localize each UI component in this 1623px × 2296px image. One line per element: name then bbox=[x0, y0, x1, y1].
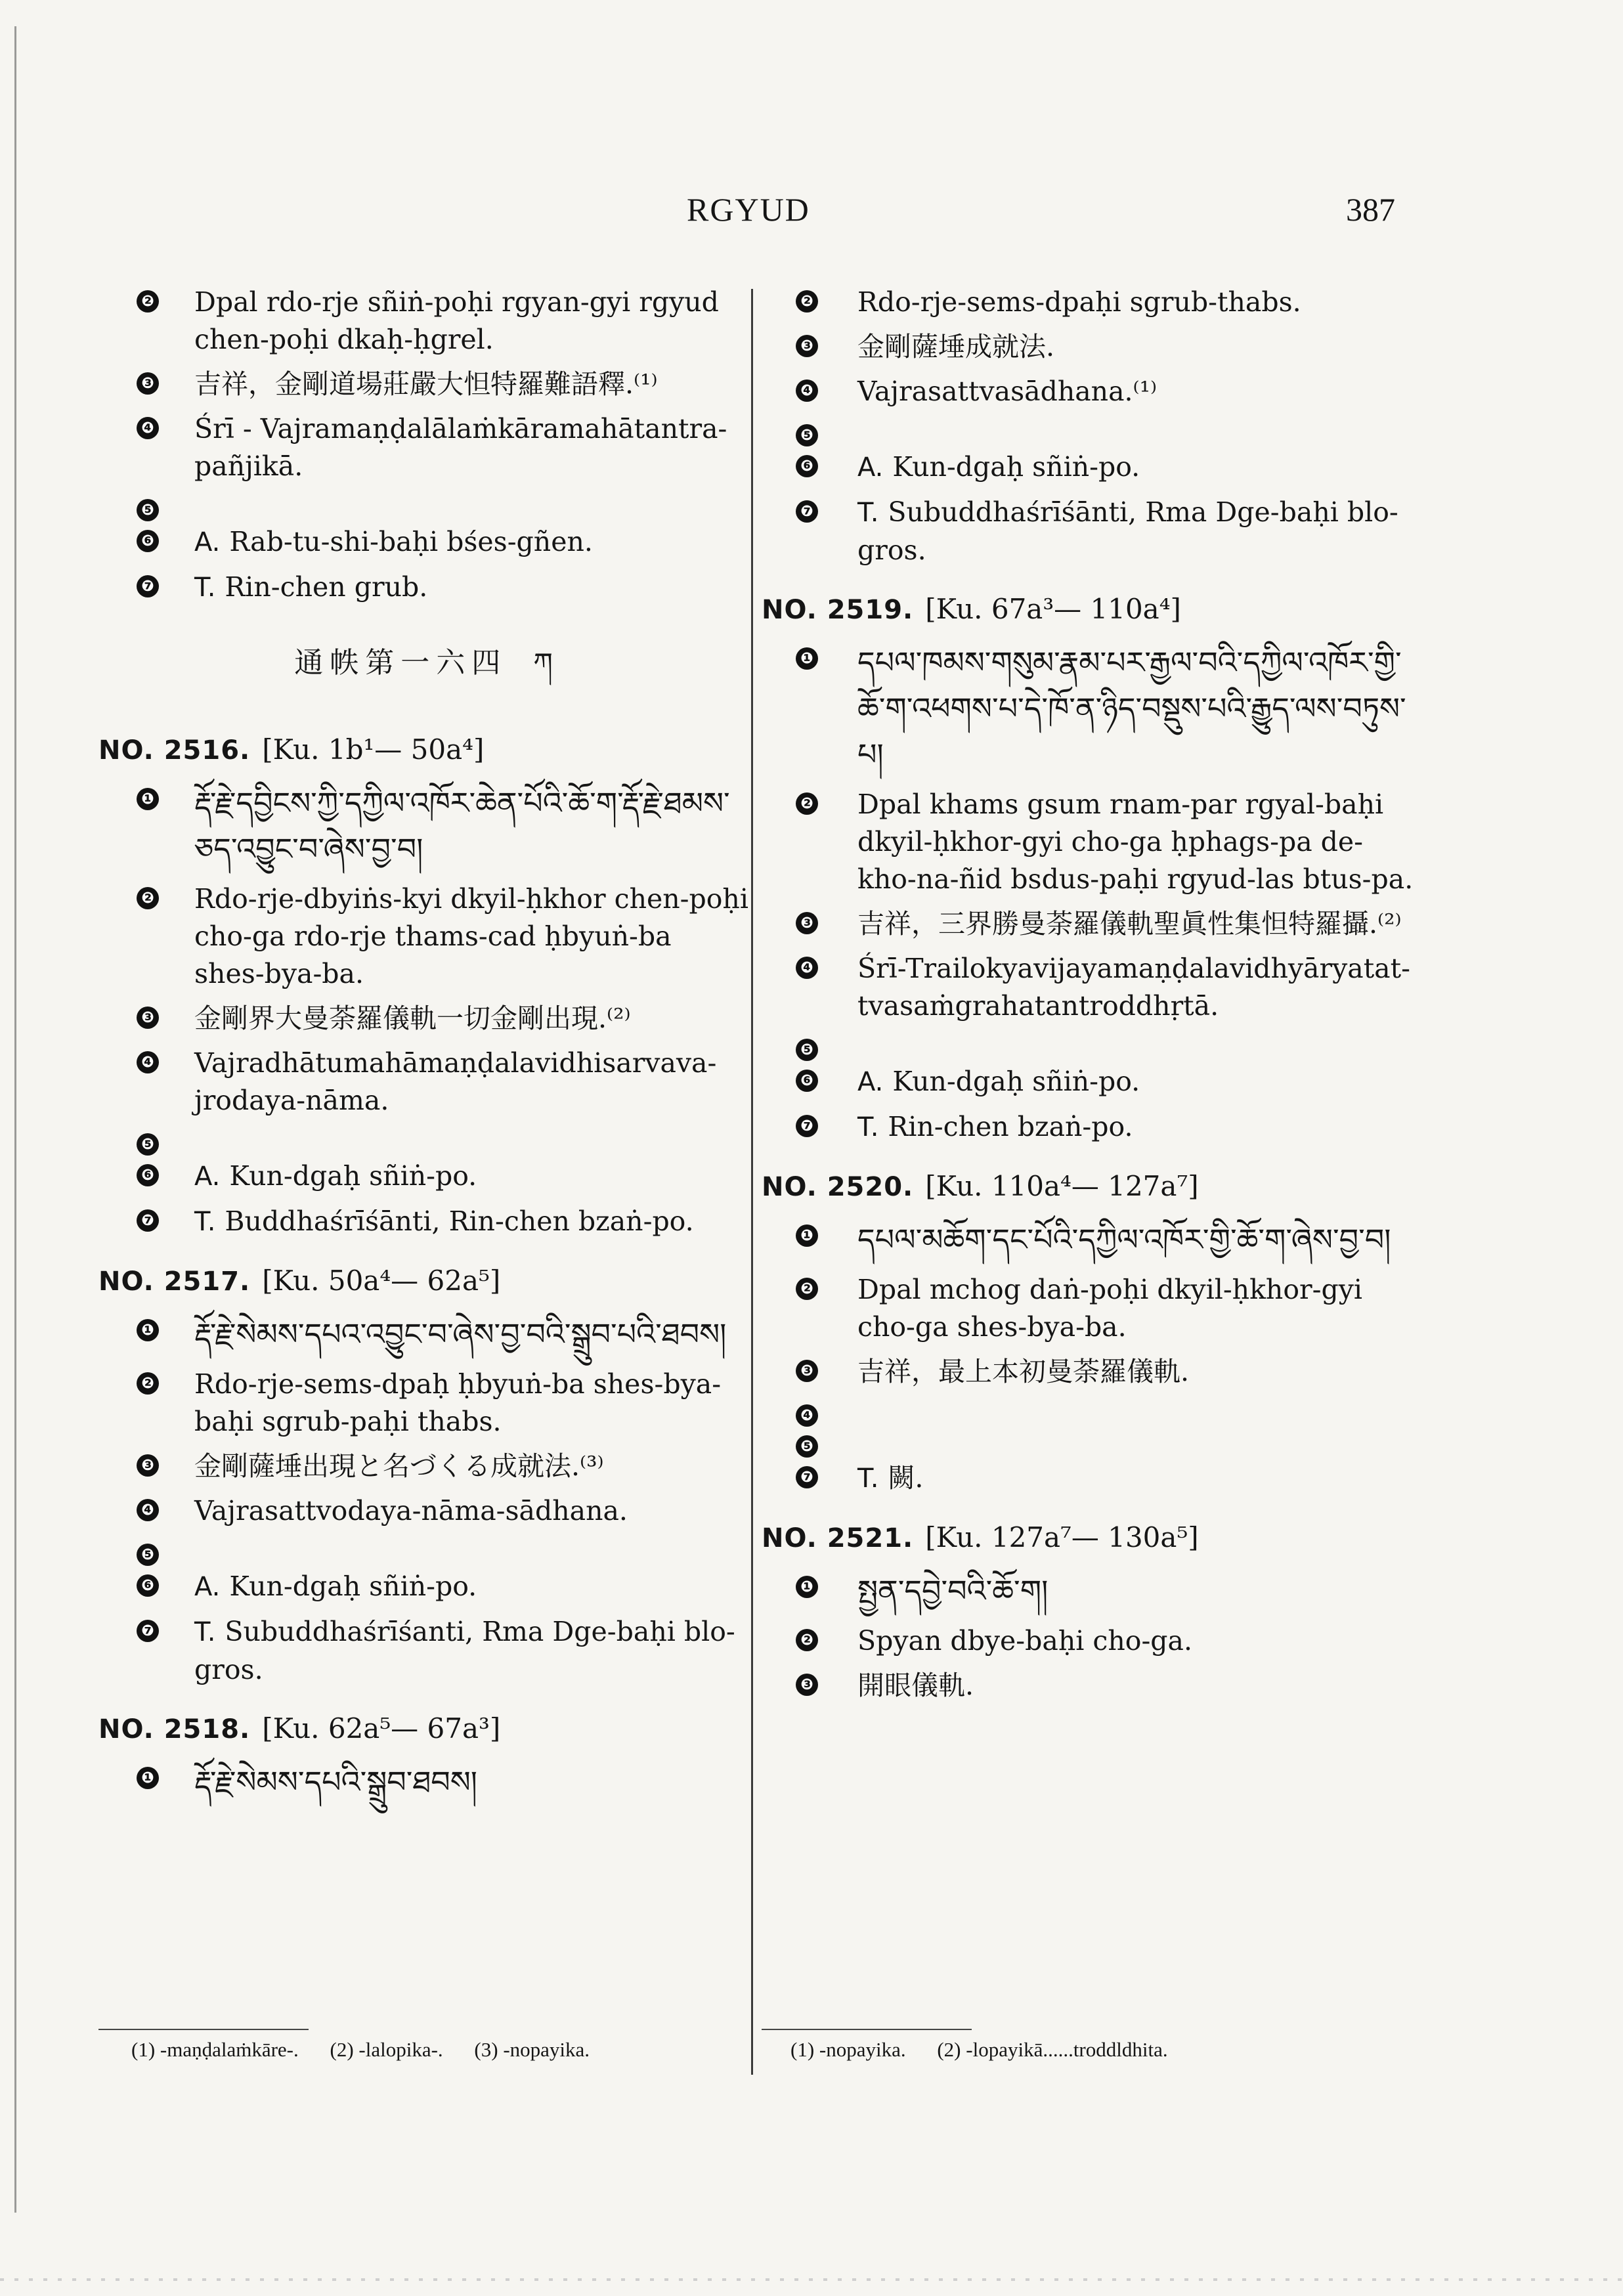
field-3 bbox=[762, 905, 1418, 943]
field-5 bbox=[762, 1429, 1418, 1455]
author-name: Kun-dgaḥ sñiṅ-po. bbox=[229, 1160, 477, 1192]
translator-name: 闕. bbox=[888, 1462, 924, 1494]
marker-6-icon: ❻ bbox=[137, 530, 159, 552]
chinese-title: 金剛界大曼荼羅儀軌一切金剛出現.⁽²⁾ bbox=[194, 1003, 631, 1034]
marker-7-icon: ❼ bbox=[137, 1620, 159, 1642]
tibetan-transliteration: Dpal rdo-rje sñiṅ-poḥi rgyan-gyi rgyud chen-poḥi dkaḥ-ḥgrel. bbox=[194, 286, 719, 355]
marker-6-icon: ❻ bbox=[137, 1574, 159, 1597]
marker-2-icon: ❷ bbox=[137, 887, 159, 909]
entry-2521 bbox=[762, 1517, 1418, 1704]
field-1 bbox=[762, 1569, 1418, 1615]
marker-1-icon: ❶ bbox=[796, 647, 818, 670]
entry-number: NO. 2520. bbox=[762, 1172, 914, 1202]
author-name: Kun-dgaḥ sñiṅ-po. bbox=[229, 1570, 477, 1602]
marker-5-icon: ❺ bbox=[796, 1435, 818, 1458]
entry-2518 bbox=[98, 1708, 748, 1806]
marker-3-icon: ❸ bbox=[796, 1674, 818, 1696]
marker-6-icon: ❻ bbox=[796, 455, 818, 477]
field-6 bbox=[98, 1158, 748, 1196]
tibetan-transliteration: Spyan dbye-baḥi cho-ga. bbox=[857, 1625, 1193, 1657]
scan-edge-noise bbox=[0, 2278, 1623, 2281]
author-name: Kun-dgaḥ sñiṅ-po. bbox=[892, 451, 1140, 483]
marker-2-icon: ❷ bbox=[796, 792, 818, 815]
tibetan-transliteration: Rdo-rje-sems-dpaḥi sgrub-thabs. bbox=[857, 286, 1301, 318]
entry-2520 bbox=[762, 1166, 1418, 1498]
field-3 bbox=[98, 1448, 748, 1485]
marker-1-icon: ❶ bbox=[137, 788, 159, 810]
translator-label: T. bbox=[857, 498, 879, 528]
field-2 bbox=[98, 1366, 748, 1440]
field-6 bbox=[762, 1063, 1418, 1101]
field-6 bbox=[98, 1568, 748, 1606]
marker-1-icon: ❶ bbox=[796, 1576, 818, 1598]
marker-7-icon: ❼ bbox=[137, 575, 159, 597]
entry-number: NO. 2521. bbox=[762, 1523, 914, 1553]
author-name: Rab-tu-shi-baḥi bśes-gñen. bbox=[229, 526, 593, 557]
volume-heading bbox=[98, 632, 748, 710]
field-6 bbox=[762, 448, 1418, 487]
marker-2-icon: ❷ bbox=[137, 290, 159, 313]
marker-2-icon: ❷ bbox=[796, 1629, 818, 1651]
entry-header bbox=[762, 1166, 1418, 1207]
marker-7-icon: ❼ bbox=[137, 1209, 159, 1232]
entry-reference: [Ku. 127a⁷— 130a⁵] bbox=[925, 1521, 1199, 1553]
field-1 bbox=[98, 1312, 748, 1358]
translator-label: T. bbox=[194, 573, 216, 603]
field-7 bbox=[762, 1460, 1418, 1498]
translator-label: T. bbox=[194, 1207, 216, 1237]
chinese-title: 金剛薩埵出現と名づくる成就法.⁽³⁾ bbox=[194, 1450, 604, 1482]
field-3 bbox=[762, 328, 1418, 366]
field-2 bbox=[762, 284, 1418, 321]
footnotes-left bbox=[131, 2038, 616, 2062]
marker-4-icon: ❹ bbox=[796, 379, 818, 402]
marker-6-icon: ❻ bbox=[137, 1164, 159, 1186]
entry-2519 bbox=[762, 589, 1418, 1146]
right-column bbox=[762, 284, 1418, 1712]
translator-name: Rin-chen grub. bbox=[225, 571, 428, 603]
tibetan-transliteration: Rdo-rje-dbyiṅs-kyi dkyil-ḥkhor chen-poḥi cho-ga rdo-rje thams-cad ḥbyuṅ-ba shes-bya-ba. bbox=[194, 883, 748, 989]
translator-name: Rin-chen bzaṅ-po. bbox=[888, 1111, 1133, 1142]
marker-2-icon: ❷ bbox=[796, 1278, 818, 1300]
column-divider bbox=[751, 289, 753, 2075]
author-label: A. bbox=[194, 527, 221, 557]
marker-2-icon: ❷ bbox=[796, 290, 818, 313]
marker-3-icon: ❸ bbox=[796, 335, 818, 357]
entry-reference: [Ku. 62a⁵— 67a³] bbox=[262, 1712, 501, 1744]
marker-5-icon: ❺ bbox=[137, 1133, 159, 1156]
marker-5-icon: ❺ bbox=[796, 424, 818, 446]
field-2 bbox=[762, 1622, 1418, 1660]
field-2 bbox=[98, 284, 748, 358]
tibetan-transliteration: Rdo-rje-sems-dpaḥ ḥbyuṅ-ba shes-bya-baḥi sgrub-paḥi thabs. bbox=[194, 1368, 722, 1437]
sanskrit-title: Vajradhātumahāmaṇḍalavidhisarvava-jrodaya-nāma. bbox=[194, 1047, 717, 1116]
page-number: 387 bbox=[1346, 191, 1395, 228]
entry-header bbox=[762, 589, 1418, 630]
field-7 bbox=[762, 494, 1418, 569]
translator-name: Buddhaśrīśānti, Rin-chen bzaṅ-po. bbox=[225, 1205, 694, 1237]
translator-name: Subuddhaśrīśanti, Rma Dge-baḥi blo-gros. bbox=[194, 1616, 735, 1685]
entry-number: NO. 2519. bbox=[762, 595, 914, 625]
tibetan-transliteration: Dpal mchog daṅ-poḥi dkyil-ḥkhor-gyi cho-ga shes-bya-ba. bbox=[857, 1274, 1362, 1343]
marker-4-icon: ❹ bbox=[796, 957, 818, 979]
entry-reference: [Ku. 67a³— 110a⁴] bbox=[925, 593, 1181, 625]
marker-6-icon: ❻ bbox=[796, 1070, 818, 1092]
tibetan-title: དཔལ་མཆོག་དང་པོའི་དཀྱིལ་འཁོར་གྱི་ཆོ་ག་ཞེས་བྱ་བ། bbox=[857, 1222, 1391, 1257]
footnote: (2) -lopayikā......troddldhita. bbox=[937, 2038, 1168, 2061]
marker-5-icon: ❺ bbox=[137, 499, 159, 521]
chinese-title: 吉祥，三界勝曼荼羅儀軌聖眞性集怛特羅攝.⁽²⁾ bbox=[857, 908, 1402, 940]
field-3 bbox=[98, 366, 748, 403]
author-label: A. bbox=[194, 1572, 221, 1602]
field-7 bbox=[762, 1108, 1418, 1146]
footnote: (1) -nopayika. bbox=[790, 2038, 906, 2061]
field-4 bbox=[762, 1398, 1418, 1424]
field-5 bbox=[98, 492, 748, 519]
footnote: (1) -maṇḍalaṁkāre-. bbox=[131, 2038, 299, 2061]
marker-5-icon: ❺ bbox=[137, 1544, 159, 1566]
entry-reference: [Ku. 50a⁴— 62a⁵] bbox=[262, 1265, 501, 1297]
field-7 bbox=[98, 569, 748, 607]
marker-1-icon: ❶ bbox=[796, 1224, 818, 1247]
chinese-title: 開眼儀軌. bbox=[857, 1670, 974, 1701]
field-7 bbox=[98, 1613, 748, 1689]
field-4 bbox=[762, 373, 1418, 410]
marker-4-icon: ❹ bbox=[137, 1051, 159, 1073]
field-3 bbox=[762, 1667, 1418, 1704]
entry-header bbox=[762, 1517, 1418, 1559]
field-4 bbox=[762, 950, 1418, 1025]
field-5 bbox=[98, 1537, 748, 1561]
field-2 bbox=[762, 786, 1418, 898]
marker-7-icon: ❼ bbox=[796, 1115, 818, 1137]
author-label: A. bbox=[857, 1067, 884, 1097]
field-1 bbox=[762, 641, 1418, 779]
chinese-title: 吉祥，金剛道場莊嚴大怛特羅難語釋.⁽¹⁾ bbox=[194, 368, 658, 400]
marker-3-icon: ❸ bbox=[137, 1454, 159, 1477]
marker-3-icon: ❸ bbox=[137, 372, 159, 395]
footnote-rule-right bbox=[762, 2029, 972, 2030]
author-label: A. bbox=[194, 1161, 221, 1192]
entry-2517 bbox=[98, 1261, 748, 1689]
footnote-rule-left bbox=[98, 2029, 309, 2030]
page-header bbox=[0, 190, 1623, 236]
entry-continued-right bbox=[762, 284, 1418, 569]
entry-number: NO. 2517. bbox=[98, 1267, 251, 1297]
marker-5-icon: ❺ bbox=[796, 1039, 818, 1061]
sanskrit-title: Śrī - Vajramaṇḍalālaṁkāramahātantra-pañjikā. bbox=[194, 413, 727, 482]
marker-1-icon: ❶ bbox=[137, 1767, 159, 1789]
sanskrit-title: Vajrasattvodaya-nāma-sādhana. bbox=[194, 1495, 628, 1527]
field-2 bbox=[98, 880, 748, 993]
entry-number: NO. 2518. bbox=[98, 1714, 251, 1744]
marker-4-icon: ❹ bbox=[137, 417, 159, 439]
translator-label: T. bbox=[857, 1112, 879, 1142]
tibetan-title: རྡོ་རྗེ་སེམས་དཔའ་འབྱུང་བ་ཞེས་བྱ་བའི་སྒྲུབ་པའི་ཐབས། bbox=[194, 1316, 727, 1352]
tibetan-title: རྡོ་རྗེ་སེམས་དཔའི་སྒྲུབ་ཐབས། bbox=[194, 1764, 477, 1800]
field-1 bbox=[762, 1218, 1418, 1264]
field-4 bbox=[98, 1045, 748, 1119]
marker-3-icon: ❸ bbox=[796, 1360, 818, 1382]
field-4 bbox=[98, 410, 748, 485]
marker-4-icon: ❹ bbox=[137, 1499, 159, 1521]
tibetan-title: དཔལ་ཁམས་གསུམ་རྣམ་པར་རྒྱལ་བའི་དཀྱིལ་འཁོར་གྱི་ཆོ་ག་འཕགས་པ་དེ་ཁོ་ན་ཉིད་བསྡུས་པའི་རྒྱུད་ལས་བཏུས་པ། bbox=[857, 645, 1406, 772]
field-2 bbox=[762, 1271, 1418, 1346]
translator-label: T. bbox=[194, 1617, 216, 1647]
field-4 bbox=[98, 1492, 748, 1530]
author-label: A. bbox=[857, 452, 884, 483]
field-3 bbox=[98, 1000, 748, 1037]
translator-label: T. bbox=[857, 1463, 879, 1494]
marker-3-icon: ❸ bbox=[796, 912, 818, 934]
entry-2516 bbox=[98, 729, 748, 1241]
tibetan-transliteration: Dpal khams gsum rnam-par rgyal-baḥi dkyil-ḥkhor-gyi cho-ga ḥphags-pa de-kho-na-ñid bsdus-paḥi rgyud-las btus-pa. bbox=[857, 789, 1414, 895]
sanskrit-title: Śrī-Trailokyavijayamaṇḍalavidhyāryatat-tvasaṁgrahatantroddhṛtā. bbox=[857, 953, 1410, 1022]
running-title: RGYUD bbox=[687, 191, 810, 228]
chinese-title: 吉祥，最上本初曼荼羅儀軌. bbox=[857, 1356, 1190, 1387]
footnote: (2) -lalopika-. bbox=[330, 2038, 443, 2061]
field-1 bbox=[98, 781, 748, 873]
volume-heading-tibetan: ཀ bbox=[533, 647, 553, 679]
field-3 bbox=[762, 1353, 1418, 1391]
marker-3-icon: ❸ bbox=[137, 1007, 159, 1029]
field-7 bbox=[98, 1203, 748, 1241]
entry-continued-left bbox=[98, 284, 748, 607]
field-6 bbox=[98, 523, 748, 561]
field-1 bbox=[98, 1760, 748, 1806]
footnote: (3) -nopayika. bbox=[474, 2038, 590, 2061]
marker-7-icon: ❼ bbox=[796, 1466, 818, 1488]
volume-heading-text: 通帙第一六四 bbox=[294, 646, 508, 680]
entry-header bbox=[98, 729, 748, 771]
marker-1-icon: ❶ bbox=[137, 1319, 159, 1341]
entry-reference: [Ku. 1b¹— 50a⁴] bbox=[262, 733, 485, 766]
field-5 bbox=[98, 1127, 748, 1153]
entry-header bbox=[98, 1708, 748, 1750]
entry-number: NO. 2516. bbox=[98, 735, 251, 766]
marker-2-icon: ❷ bbox=[137, 1372, 159, 1395]
translator-name: Subuddhaśrīśānti, Rma Dge-baḥi blo-gros. bbox=[857, 496, 1398, 566]
marker-4-icon: ❹ bbox=[796, 1404, 818, 1427]
chinese-title: 金剛薩埵成就法. bbox=[857, 331, 1055, 362]
author-name: Kun-dgaḥ sñiṅ-po. bbox=[892, 1066, 1140, 1097]
tibetan-title: རྡོ་རྗེ་དབྱིངས་ཀྱི་དཀྱིལ་འཁོར་ཆེན་པོའི་ཆོ་ག་རྡོ་རྗེ་ཐམས་ཅད་འབྱུང་བ་ཞེས་བྱ་བ། bbox=[194, 785, 730, 867]
tibetan-title: སྤྱན་དབྱེ་བའི་ཆོ་ག། bbox=[857, 1573, 1049, 1609]
marker-7-icon: ❼ bbox=[796, 500, 818, 523]
entry-header bbox=[98, 1261, 748, 1302]
left-column bbox=[98, 284, 748, 1813]
sanskrit-title: Vajrasattvasādhana.⁽¹⁾ bbox=[857, 376, 1158, 407]
footnotes-right bbox=[790, 2038, 1194, 2062]
field-5 bbox=[762, 1032, 1418, 1056]
field-5 bbox=[762, 418, 1418, 444]
entry-reference: [Ku. 110a⁴— 127a⁷] bbox=[925, 1170, 1199, 1202]
page-edge bbox=[14, 26, 16, 2213]
